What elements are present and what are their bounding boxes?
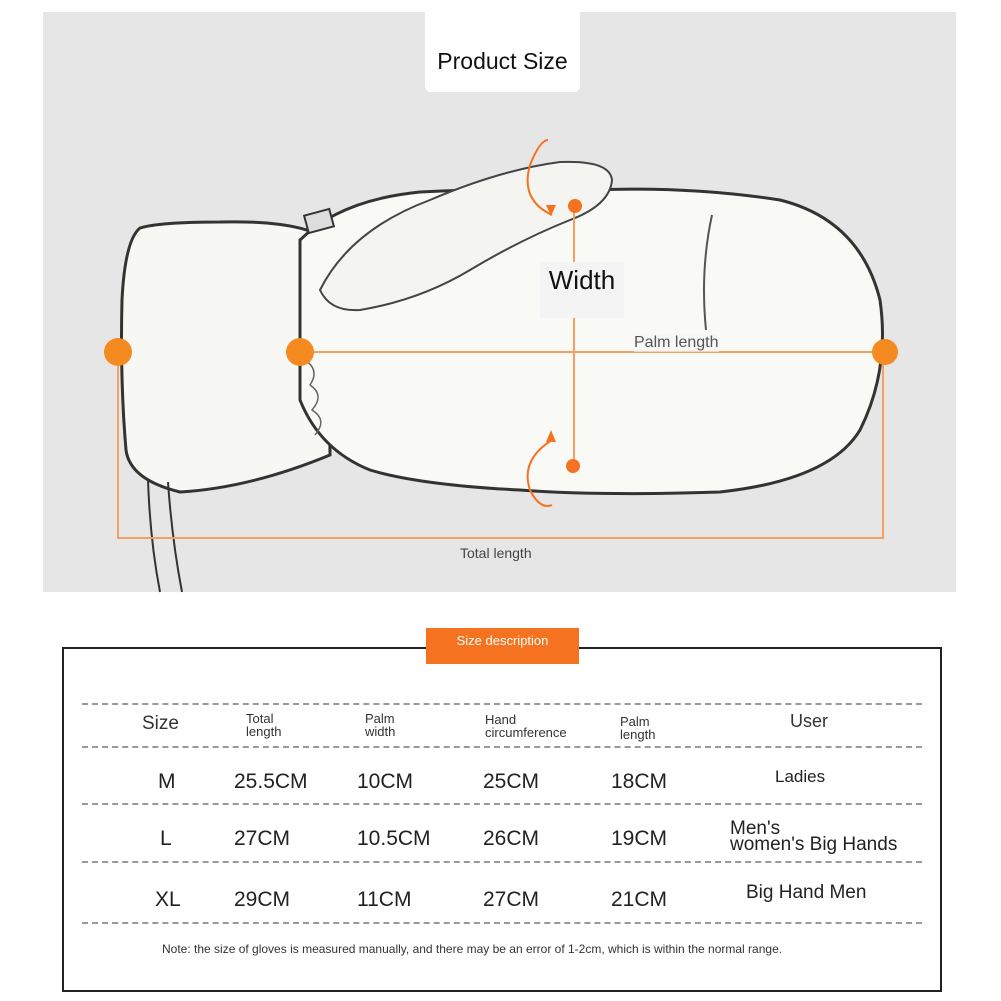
header-size: Size <box>142 713 179 734</box>
header-user: User <box>790 711 829 731</box>
measure-point-cuff <box>104 338 132 366</box>
row-m-hand-circumference: 25CM <box>483 770 540 793</box>
width-point-top <box>568 199 582 213</box>
palm-length-label: Palm length <box>634 334 719 351</box>
row-xl-palm-width: 11CM <box>357 888 412 911</box>
row-xl-palm-length: 21CM <box>611 888 668 911</box>
row-l-palm-length: 19CM <box>611 827 668 850</box>
table-divider <box>82 922 922 924</box>
size-table-frame <box>62 647 942 992</box>
row-xl-hand-circumference: 27CM <box>483 888 540 911</box>
width-label: Width <box>540 262 624 318</box>
row-m-palm-length: 18CM <box>611 770 668 793</box>
title-box <box>425 12 580 92</box>
header-palm-width-line2: width <box>365 724 396 739</box>
header-total-length-line2: length <box>246 724 282 739</box>
row-m-total-length: 25.5CM <box>234 770 308 793</box>
table-divider <box>82 746 922 748</box>
header-palm-length-line2: length <box>620 727 656 742</box>
row-xl-size: XL <box>155 888 181 911</box>
total-length-label: Total length <box>460 545 532 561</box>
size-description-tag: Size description <box>426 628 579 664</box>
header-hand-circumference-line2: circumference <box>485 725 567 740</box>
row-l-palm-width: 10.5CM <box>357 827 431 850</box>
measure-point-wrist <box>286 338 314 366</box>
header-total-length <box>246 712 281 738</box>
page-title: Product Size <box>437 48 568 74</box>
header-palm-length-line1: Palm <box>620 714 650 729</box>
table-divider <box>82 803 922 805</box>
title-tab <box>470 12 540 52</box>
row-m-user: Ladies <box>775 767 826 786</box>
row-l-user-line2: women's Big Hands <box>730 834 898 855</box>
row-m-palm-width: 10CM <box>357 770 414 793</box>
header-hand-circumference-line1: Hand <box>485 712 517 727</box>
table-divider <box>82 861 922 863</box>
header-hand-circumference <box>485 713 567 739</box>
row-m-size: M <box>158 770 176 793</box>
row-l-total-length: 27CM <box>234 827 291 850</box>
width-point-bottom <box>566 459 580 473</box>
row-xl-user: Big Hand Men <box>746 882 867 903</box>
measurement-note: Note: the size of gloves is measured manually, and there may be an error of 1-2cm, which is within the normal range. <box>162 942 783 956</box>
header-palm-width-line1: Palm <box>365 711 395 726</box>
row-xl-total-length: 29CM <box>234 888 291 911</box>
measure-point-tip <box>872 339 898 365</box>
table-divider <box>82 703 922 705</box>
row-l-user-line1: Men's <box>730 818 781 839</box>
header-palm-length <box>620 715 655 741</box>
row-l-user <box>730 818 898 855</box>
header-palm-width <box>365 712 395 738</box>
drawstring <box>148 480 182 592</box>
row-l-hand-circumference: 26CM <box>483 827 540 850</box>
header-total-length-line1: Total <box>246 711 274 726</box>
row-l-size: L <box>160 827 172 850</box>
